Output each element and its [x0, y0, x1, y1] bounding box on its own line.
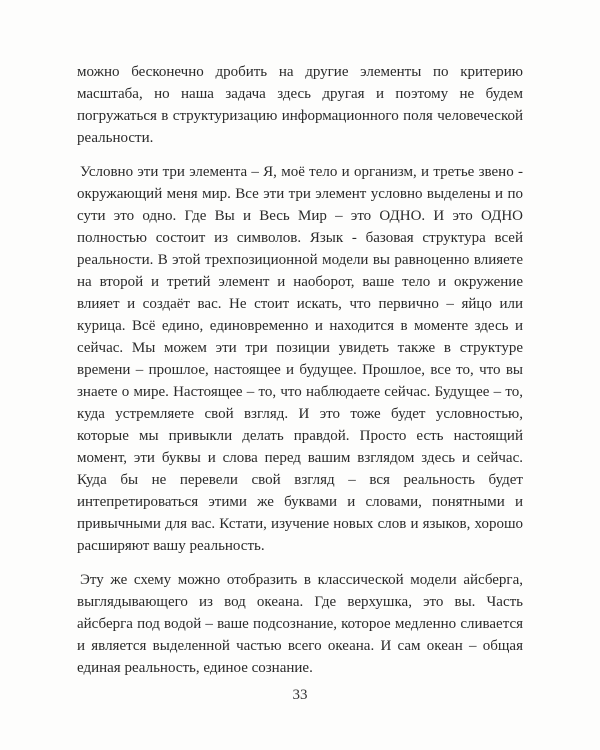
paragraph-2: Условно эти три элемента – Я, моё тело и организм, и третье звено - окружающий меня мир. Все эти три элемент условно выделены и по сути это одно. Где Вы и Весь Мир – это ОДНО. И это ОДНО полностью состоит из символов. Язык - базовая структура всей реальности. В этой трехпозиционной модели вы равноценно влияете на второй и третий элемент и наоборот, ваше тело и окружение влияет и создаёт вас. Не стоит искать, что первично – яйцо или курица. Всё едино, единовременно и находится в моменте здесь и сейчас. Мы можем эти три позиции увидеть также в структуре времени – прошлое, настоящее и будущее. Прошлое, все то, что вы знаете о мире. Настоящее – то, что наблюдаете сейчас. Будущее – то, куда устремляете свой взгляд. И это тоже будет условностью, которые мы привыкли делать правдой. Просто есть настоящий момент, эти буквы и слова перед вашим взглядом здесь и сейчас. Куда бы не перевели свой взгляд – вся реальность будет интепретироваться этими же буквами и словами, понятными и привычными для вас. Кстати, изучение новых слов и языков, хорошо расширяют вашу реальность. — [77, 164, 523, 554]
page-body — [77, 61, 523, 679]
paragraph-1: можно бесконечно дробить на другие элементы по критерию масштаба, но наша задача здесь другая и поэтому не будем погружаться в структуризацию информационного поля человеческой реальности. — [77, 64, 523, 146]
page-number: 33 — [292, 687, 308, 703]
paragraph-3: Эту же схему можно отобразить в классической модели айсберга, выглядывающего из вод океана. Где верхушка, это вы. Часть айсберга под водой – ваше подсознание, которое медленно сливается и является выделенной частью всего океана. И сам океан – общая единая реальность, единое сознание. — [77, 572, 523, 676]
